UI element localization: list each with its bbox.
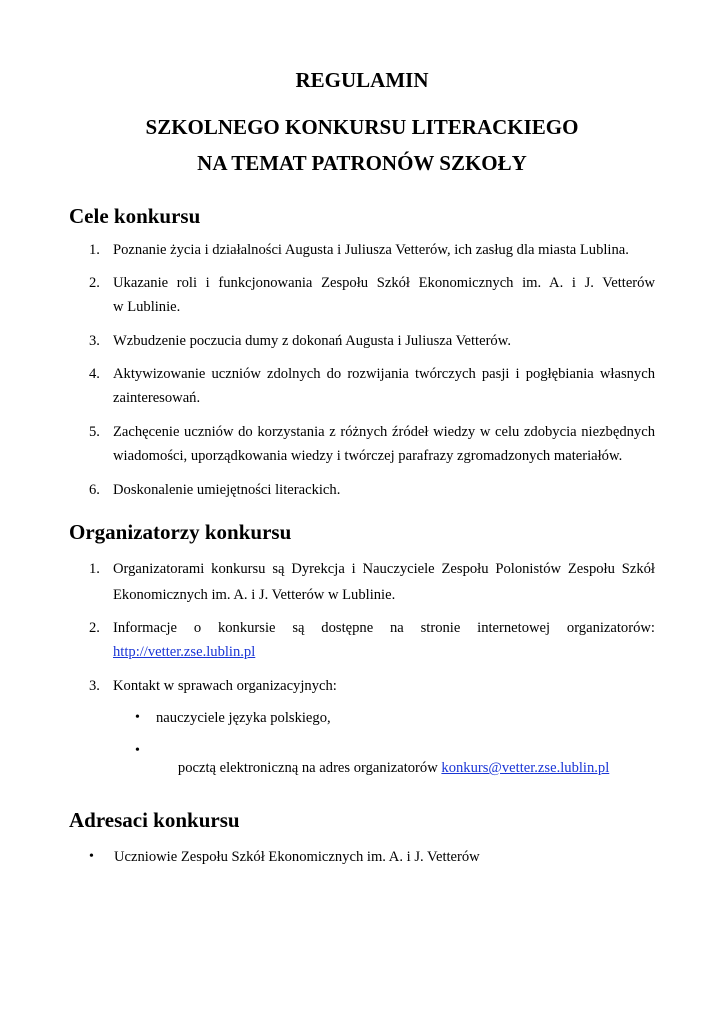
list-text: wiadomości, uporządkowania wiedzy i twórczej parafrazy zgromadzonych materiałów. — [113, 448, 623, 464]
bullet-icon: • — [135, 743, 140, 758]
list-number: 3. — [89, 333, 100, 349]
website-link[interactable]: http://vetter.zse.lublin.pl — [113, 644, 256, 660]
bullet-icon: • — [135, 710, 140, 725]
list-number: 6. — [89, 482, 100, 498]
list-text: Kontakt w sprawach organizacyjnych: — [113, 678, 337, 694]
list-number: 2. — [89, 620, 100, 636]
list-text: Ekonomicznych im. A. i J. Vetterów w Lublinie. — [113, 587, 396, 603]
list-number: 5. — [89, 424, 100, 440]
list-text: Poznanie życia i działalności Augusta i Juliusza Vetterów, ich zasług dla miasta Lublina. — [113, 242, 629, 258]
list-text: Ukazanie roli i funkcjonowania Zespołu Szkół Ekonomicznych im. A. i J. Vetterów — [113, 275, 655, 291]
list-text: zainteresowań. — [113, 390, 201, 406]
list-text: Aktywizowanie uczniów zdolnych do rozwijania twórczych pasji i pogłębiania własnych — [113, 366, 655, 382]
section-heading-cele: Cele konkursu — [69, 204, 201, 228]
list-number: 4. — [89, 366, 100, 382]
title-line-1: REGULAMIN — [295, 68, 429, 92]
title-line-3: NA TEMAT PATRONÓW SZKOŁY — [197, 151, 527, 175]
list-text: Organizatorami konkursu są Dyrekcja i Nauczyciele Zespołu Polonistów Zespołu Szkół — [113, 561, 655, 577]
bullet-text: nauczyciele języka polskiego, — [156, 710, 331, 726]
list-text: w Lublinie. — [113, 299, 181, 315]
list-text: Doskonalenie umiejętności literackich. — [113, 482, 341, 498]
list-text: Wzbudzenie poczucia dumy z dokonań Augusta i Juliusza Vetterów. — [113, 333, 511, 349]
bullet-icon: • — [89, 849, 94, 864]
bullet-text: pocztą elektroniczną na adres organizatorów — [177, 760, 442, 776]
list-number: 2. — [89, 275, 100, 291]
list-number: 1. — [89, 561, 100, 577]
list-number: 3. — [89, 678, 100, 694]
list-number: 1. — [89, 242, 100, 258]
list-text: Zachęcenie uczniów do korzystania z różnych źródeł wiedzy w celu zdobycia niezbędnych — [113, 424, 655, 440]
section-heading-organizatorzy: Organizatorzy konkursu — [69, 520, 292, 544]
list-text: Informacje o konkursie są dostępne na stronie internetowej organizatorów: — [113, 620, 655, 636]
bullet-text: Uczniowie Zespołu Szkół Ekonomicznych im. A. i J. Vetterów — [114, 849, 480, 865]
section-heading-adresaci: Adresaci konkursu — [69, 808, 240, 832]
email-link[interactable]: konkurs@vetter.zse.lublin.pl — [441, 760, 610, 776]
title-line-2: SZKOLNEGO KONKURSU LITERACKIEGO — [145, 115, 579, 139]
